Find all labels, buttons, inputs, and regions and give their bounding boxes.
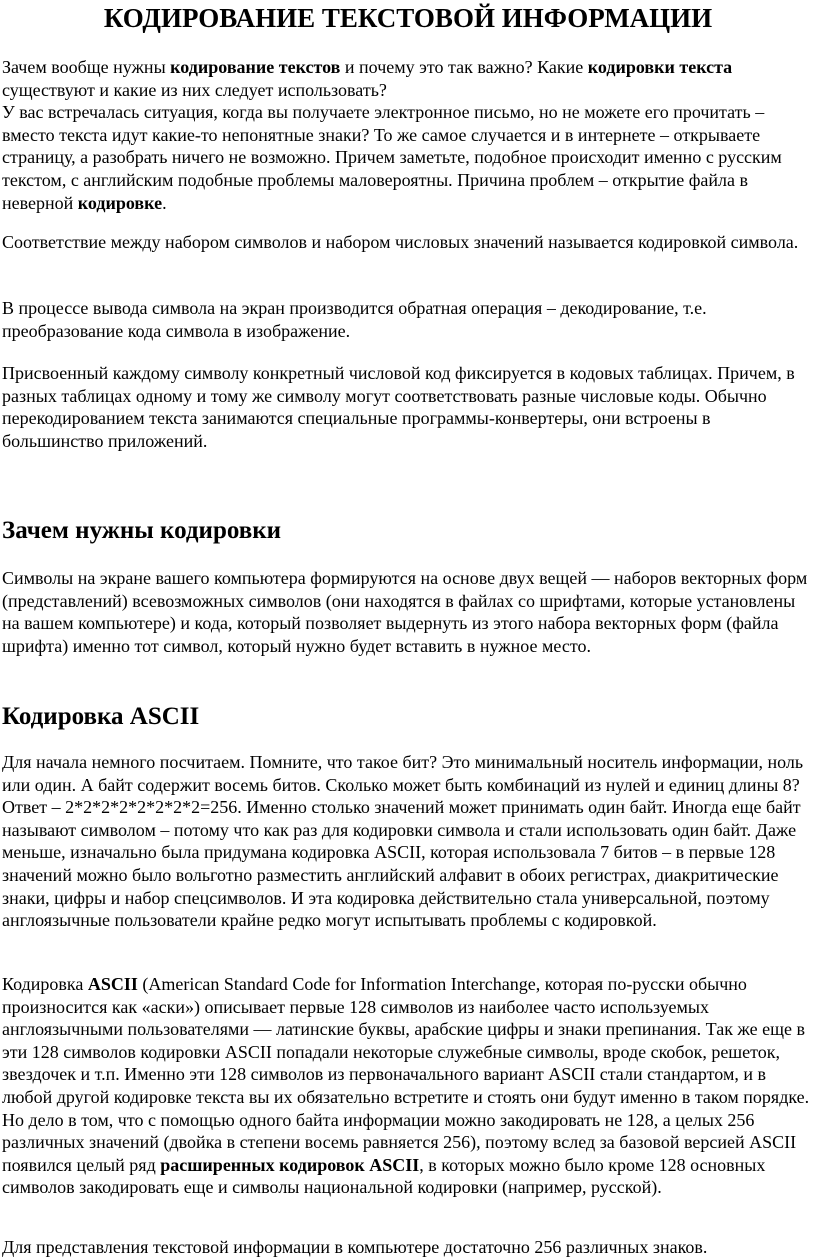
intro-question-bold-2: кодировки текста xyxy=(587,57,733,77)
ascii-desc-text-2: (American Standard Code for Information Interchange, которая по-русски обычно произносится как «аски») описывает первые 128 символов из наиболее часто используемых англоязычными пользователями — латинские буквы, арабские цифры и знаки препинания. Так же еще в эти 128 символов кодировки ASCII попадали некоторые служебные символы, вроде скобок, решеток, звездочек и т.п. Именно эти 128 символов из первоначального вариант ASCII стали стандартом, и в любой другой кодировке текста вы их обязательно встретите и стоять они будут именно в таком порядке. Но дело в том, что с помощью одного байта информации можно закодировать не 128, а целых 256 различных значений (двойка в степени восемь равняется 256), поэтому вслед за базовой версией ASCII появился целый ряд xyxy=(2,974,810,1175)
ascii-desc-text-1: Кодировка xyxy=(2,974,88,994)
intro-paragraph-end: . xyxy=(162,192,167,213)
paragraph-ascii-description xyxy=(2,973,814,1199)
intro-block xyxy=(2,56,814,214)
ascii-desc-bold-2: расширенных кодировок ASCII xyxy=(160,1154,420,1175)
ascii-desc-bold-1: ASCII xyxy=(87,974,138,994)
intro-paragraph xyxy=(2,101,814,214)
intro-question-text-3: существуют и какие из них следует использовать? xyxy=(2,79,387,100)
page-title: КОДИРОВАНИЕ ТЕКСТОВОЙ ИНФОРМАЦИИ xyxy=(103,3,713,33)
heading-why-encodings: Зачем нужны кодировки xyxy=(2,517,282,544)
intro-paragraph-text: У вас встречалась ситуация, когда вы получаете электронное письмо, но не можете его прочитать – вместо текста идут какие-то непонятные знаки? То же самое случается и в интернете – открываете страницу, а разобрать ничего не возможно. Причем заметьте, подобное происходит именно с русским текстом, с английским подобные проблемы маловероятны. Причина проблем – открытие файла в неверной xyxy=(2,102,782,213)
intro-question-text-1: Зачем вообще нужны xyxy=(2,57,171,77)
intro-question-bold-1: кодирование текстов xyxy=(170,57,341,77)
intro-question-text-2: и почему это так важно? Какие xyxy=(340,57,588,77)
paragraph-correspondence: Соответствие между набором символов и набором числовых значений называется кодировкой символа. xyxy=(2,232,799,252)
intro-paragraph-bold: кодировке xyxy=(77,192,163,213)
paragraph-code-tables: Присвоенный каждому символу конкретный числовой код фиксируется в кодовых таблицах. Причем, в разных таблицах одному и тому же символу могут соответствовать разные числовые коды. Обычно перекодированием текста занимаются специальные программы-конвертеры, они встроены в большинство приложений. xyxy=(2,363,795,451)
heading-ascii: Кодировка ASCII xyxy=(2,703,200,730)
paragraph-256-characters: Для представления текстовой информации в компьютере достаточно 256 различных знаков. xyxy=(2,1237,708,1257)
paragraph-why-encodings: Символы на экране вашего компьютера формируются на основе двух вещей — наборов векторных форм (представлений) всевозможных символов (они находятся в файлах со шрифтами, которые установлены на вашем компьютере) и кода, который позволяет выдернуть из этого набора векторных форм (файла шрифта) именно тот символ, который нужно будет вставить в нужное место. xyxy=(2,568,808,656)
intro-question xyxy=(2,56,814,101)
paragraph-decoding: В процессе вывода символа на экран производится обратная операция – декодирование, т.е. преобразование кода символа в изображение. xyxy=(2,298,707,341)
ascii-desc-text-3: , в которых можно было кроме 128 основных символов закодировать еще и символы национальной кодировки (например, русской). xyxy=(2,1154,766,1198)
paragraph-ascii-bits: Для начала немного посчитаем. Помните, что такое бит? Это минимальный носитель информации, ноль или один. А байт содержит восемь битов. Сколько может быть комбинаций из нулей и единиц длины 8? Ответ – 2*2*2*2*2*2*2*2=256. Именно столько значений может принимать один байт. Иногда еще байт называют символом – потому что как раз для кодировки символа и стали использовать один байт. Даже меньше, изначально была придумана кодировка ASCII, которая использовала 7 битов – в первые 128 значений можно было вольготно разместить английский алфавит в обоих регистрах, диакритические знаки, цифры и набор спецсимволов. И эта кодировка действительно стала универсальной, поэтому англоязычные пользователи крайне редко могут испытывать проблемы с кодировкой. xyxy=(2,752,804,931)
